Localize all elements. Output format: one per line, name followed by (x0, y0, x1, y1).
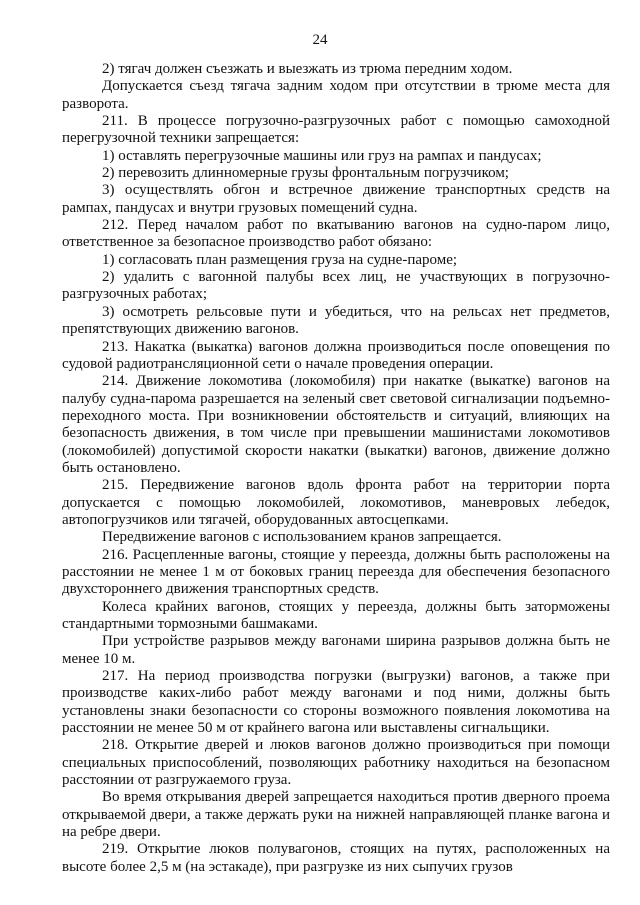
paragraph-tractor-forward: 2) тягач должен съезжать и выезжать из трюма передним ходом. (102, 61, 513, 77)
paragraph-211-item-2: 2) перевозить длинномерные грузы фронтальным погрузчиком; (102, 165, 509, 182)
document-body (62, 61, 610, 876)
paragraph-216-gaps: При устройстве разрывов между вагонами ширина разрывов должна быть не менее 10 м. (62, 633, 610, 667)
page-number: 24 (312, 32, 328, 48)
paragraph-219: 219. Открытие люков полувагонов, стоящих на путях, расположенных на высоте более 2,5 м (на эстакаде), при разгрузке из них сыпучих грузов (62, 841, 610, 875)
paragraph-212: 212. Перед началом работ по вкатыванию вагонов на судно-паром лицо, ответственное за безопасное производство работ обязано: (62, 217, 610, 251)
paragraph-216: 216. Расцепленные вагоны, стоящие у переезда, должны быть расположены на расстоянии не менее 1 м от боковых границ переезда для обеспечения безопасного двухстороннего движения транспортных средств. (62, 546, 610, 598)
paragraph-213: 213. Накатка (выкатка) вагонов должна производиться после оповещения по судовой радиотрансляционной сети о начале проведения операции. (62, 338, 610, 372)
paragraph-218: 218. Открытие дверей и люков вагонов должно производиться при помощи специальных приспособлений, позволяющих работнику находиться на безопасном расстоянии от разгружаемого груза. (62, 737, 610, 789)
paragraph-tractor-reverse: Допускается съезд тягача задним ходом при отсутствии в трюме места для разворота. (62, 78, 610, 112)
paragraph-211-item-1: 1) оставлять перегрузочные машины или груз на рампах и пандусах; (102, 147, 542, 164)
paragraph-216-wheels: Колеса крайних вагонов, стоящих у переезда, должны быть заторможены стандартными тормозными башмаками. (62, 598, 610, 632)
paragraph-212-item-2: 2) удалить с вагонной палубы всех лиц, не участвующих в погрузочно-разгрузочных работах; (62, 269, 610, 303)
paragraph-215: 215. Передвижение вагонов вдоль фронта работ на территории порта допускается с помощью локомобилей, локомотивов, маневровых лебедок, автопогрузчиков или тягачей, оборудованных автосцепками. (62, 477, 610, 528)
paragraph-218-doors: Во время открывания дверей запрещается находиться против дверного проема открываемой двери, а также держать руки на нижней направляющей планке вагона и на ребре двери. (62, 789, 610, 841)
paragraph-214: 214. Движение локомотива (локомобиля) при накатке (выкатке) вагонов на палубу судна-парома разрешается на зеленый свет световой сигнализации подъемно-переходного моста. При возникновении обстоятельств и ситуаций, влияющих на безопасность движения, в том числе при превышении машинистами локомотивов (локомобилей) допустимой скорости накатки (выкатки) вагонов, движение должно быть остановлено. (62, 373, 610, 476)
paragraph-212-item-3: 3) осмотреть рельсовые пути и убедиться, что на рельсах нет предметов, препятствующих движению вагонов. (62, 303, 610, 338)
paragraph-212-item-1: 1) согласовать план размещения груза на судне-пароме; (102, 251, 458, 268)
paragraph-211-item-3: 3) осуществлять обгон и встречное движение транспортных средств на рампах, пандусах и внутри грузовых помещений судна. (62, 182, 610, 216)
paragraph-211: 211. В процессе погрузочно-разгрузочных работ с помощью самоходной перегрузочной техники запрещается: (62, 113, 610, 147)
paragraph-215-cranes: Передвижение вагонов с использованием кранов запрещается. (102, 529, 502, 546)
paragraph-217: 217. На период производства погрузки (выгрузки) вагонов, а также при производстве каких-либо работ между вагонами и под ними, должны быть установлены знаки безопасности со стороны возможного появления локомотива на расстоянии не менее 50 м от крайнего вагона или выставлены сигнальщики. (62, 668, 610, 737)
